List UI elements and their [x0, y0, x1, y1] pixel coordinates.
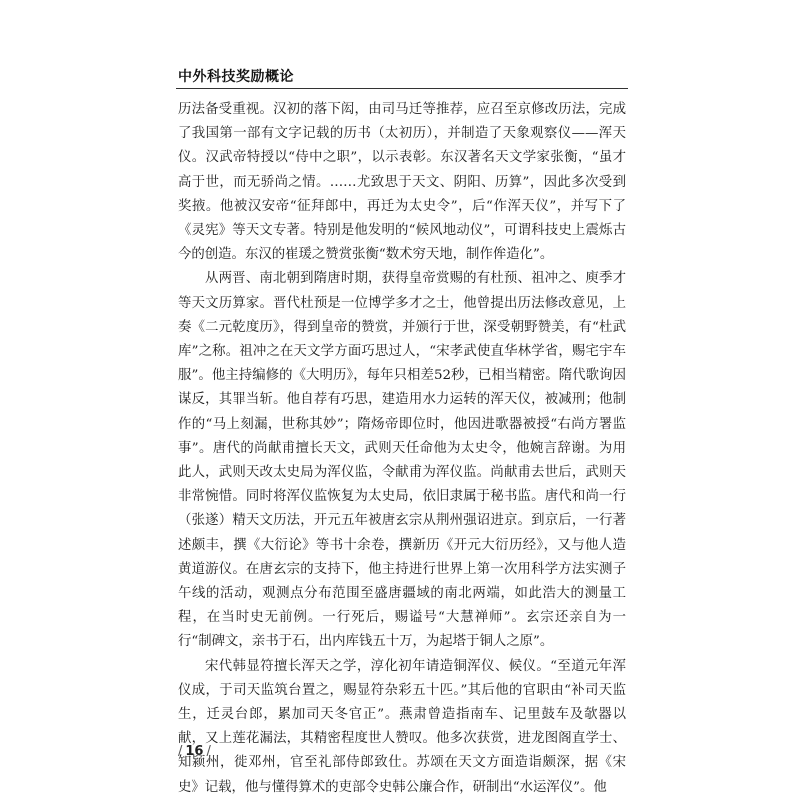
paragraph-2: 从两晋、南北朝到隋唐时期，获得皇帝赏赐的有杜预、祖冲之、庾季才等天文历算家。晋代杜预是一位博学多才之士，他曾提出历法修改意见，上奏《二元乾度历》，得到皇帝的赞赏，并颁行于世，深受朝野赞美，有“杜武库”之称。祖冲之在天文学方面巧思过人，“宋孝武使直华林学省，赐宅宇车服”。他主持编修的《大明历》，每年只相差52秒，已相当精密。隋代歌询因谋反，其罪当斩。他自荐有巧思，建造用水力运转的浑天仪，被减刑；他制作的“马上刻漏，世称其妙”；隋炀帝即位时，他因进歌器被授“右尚方署监事”。唐代的尚献甫擅长天文，武则天任命他为太史令，他婉言辞谢。为用此人，武则天改太史局为浑仪监，令献甫为浑仪监。尚献甫去世后，武则天非常惋惜。同时将浑仪监恢复为太史局，依旧隶属于秘书监。唐代和尚一行（张遂）精天文历法，开元五年被唐玄宗从荆州强诏进京。到京后，一行著述颇丰，撰《大衍论》等书十余卷，撰新历《开元大衍历经》，又与他人造黄道游仪。在唐玄宗的支持下，他主持进行世界上第一次用科学方法实测子午线的活动，观测点分布范围至盛唐疆域的南北两端，如此浩大的测量工程，在当时史无前例。一行死后，赐谥号“大慧禅师”。玄宗还亲自为一行“制碑文，亲书于石，出内库钱五十万，为起塔于铜人之原”。	[178, 271, 626, 650]
paragraph-1: 历法备受重视。汉初的落下闳，由司马迁等推荐，应召至京修改历法，完成了我国第一部有文字记载的历书（太初历），并制造了天象观察仪——浑天仪。汉武帝特授以“侍中之职”，以示表彰。东汉著名天文学家张衡，“虽才高于世，而无骄尚之情。……尤致思于天文、阴阳、历算”，因此多次受到奖掖。他被汉安帝“征拜郎中，再迁为太史令”，后“作浑天仪”，并写下了《灵宪》等天文专著。特别是他发明的“候风地动仪”，可谓科技史上震烁古今的创造。东汉的崔瑗之赞赏张衡“数术穷天地，制作侔造化”。	[178, 102, 626, 263]
page-number: 16	[185, 744, 204, 759]
folio-slash-left: /	[178, 744, 183, 759]
paragraph-3: 宋代韩显符擅长浑天之学，淳化初年请造铜浑仪、候仪。“至道元年浑仪成，于司天监筑台置之，赐显符杂彩五十匹。”其后他的官职由“补司天监生，迁灵台郎，累加司天冬官正”。燕肃曾造指南车、记里鼓车及欹器以献，又上莲花漏法，其精密程度世人赞叹。他多次获赏，进龙图阁直学士、知颍州，徙邓州，官至礼部侍郎致仕。苏颂在天文方面造诣颇深，据《宋史》记载，他与懂得算术的吏部令史韩公廉合作，研制出“水运浑仪”。他	[178, 658, 626, 795]
header-rule	[176, 88, 628, 89]
running-title: 中外科技奖励概论	[178, 69, 294, 85]
folio-slash-right: /	[206, 744, 211, 759]
page-folio	[178, 744, 211, 759]
body-text	[178, 98, 626, 800]
